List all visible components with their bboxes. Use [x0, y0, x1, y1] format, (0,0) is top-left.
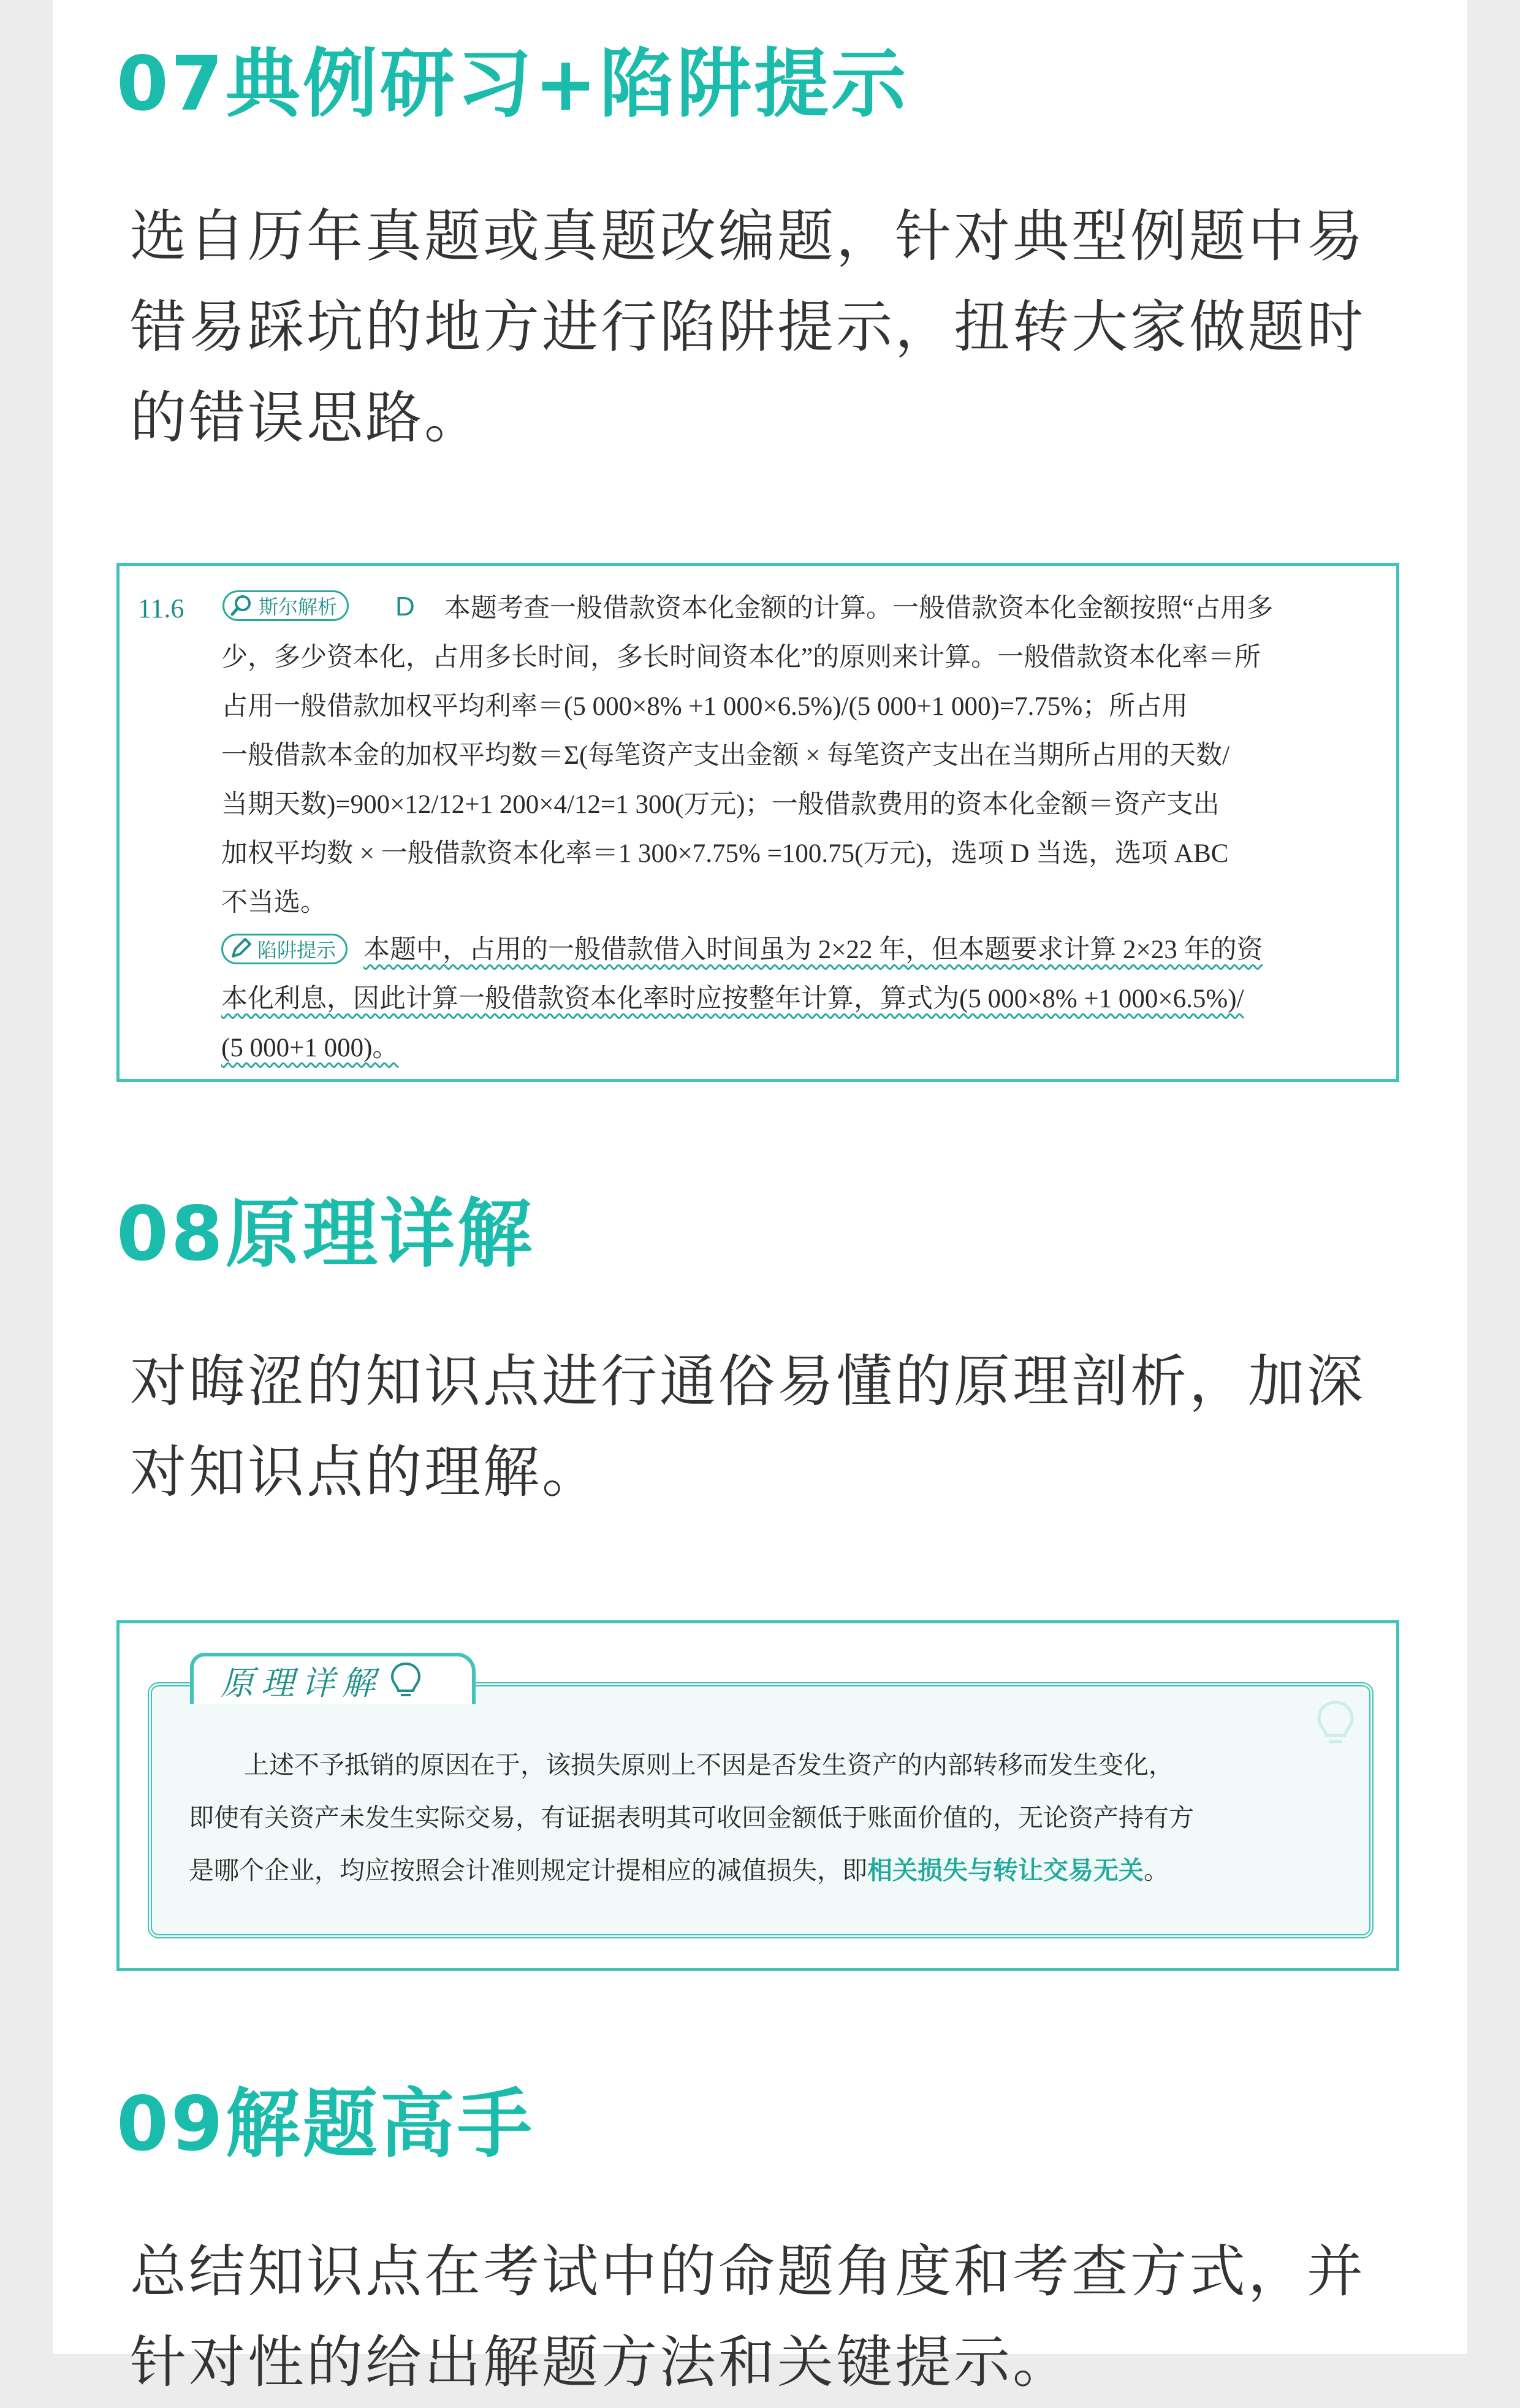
section-07-heading: 07典例研习+陷阱提示 — [116, 40, 908, 128]
description-line: 针对性的给出解题方法和关键提示。 — [130, 2330, 1072, 2395]
magnifier-icon — [228, 592, 255, 619]
analysis-line: 占用一般借款加权平均利率＝(5 000×8% +1 000×6.5%)/(5 000+1 000)=7.75%；所占用 — [221, 692, 1188, 721]
example-analysis-box — [116, 563, 1399, 1082]
section-09-description — [130, 2227, 1405, 2408]
principle-tab — [190, 1653, 476, 1704]
principle-panel — [148, 1682, 1374, 1938]
trap-tag — [221, 934, 348, 964]
trap-tag-label: 陷阱提示 — [257, 939, 336, 962]
trap-line: 本题中，占用的一般借款借入时间虽为 2×22 年，但本题要求计算 2×23 年的资 — [363, 935, 1263, 964]
analysis-line: 当期天数)=900×12/12+1 200×4/12=1 300(万元)；一般借款费用的资本化金额＝资产支出 — [221, 790, 1220, 819]
analysis-tag — [222, 590, 349, 621]
description-line: 总结知识点在考试中的命题角度和考查方式，并 — [130, 2239, 1366, 2304]
trap-line: 本化利息，因此计算一般借款资本化率时应按整年计算，算式为(5 000×8% +1 000×6.5%)/ — [221, 985, 1244, 1013]
lightbulb-watermark-icon — [1314, 1699, 1357, 1754]
analysis-line: 少，多少资本化，占用多长时间，多长时间资本化”的原则来计算。一般借款资本化率＝所 — [221, 643, 1261, 672]
analysis-tag-label: 斯尔解析 — [259, 595, 338, 619]
section-08-description — [130, 1336, 1405, 1518]
analysis-line: 加权平均数 × 一般借款资本化率＝1 300×7.75% =100.75(万元)，选项 D 当选，选项 ABC — [221, 839, 1229, 868]
analysis-line: 本题考查一般借款资本化金额的计算。一般借款资本化金额按照“占用多 — [444, 594, 1274, 623]
pen-icon — [227, 935, 254, 962]
principle-line — [189, 1852, 1169, 1889]
lightbulb-icon — [389, 1661, 423, 1699]
principle-highlight: 相关损失与转让交易无关 — [867, 1856, 1144, 1885]
principle-tab-label: 原理详解 — [221, 1663, 382, 1702]
analysis-line: 不当选。 — [221, 888, 327, 917]
analysis-line: 一般借款本金的加权平均数＝Σ(每笔资产支出金额 × 每笔资产支出在当期所占用的天数/ — [221, 741, 1230, 770]
section-08-heading: 08原理详解 — [116, 1191, 534, 1278]
section-09-heading: 09解题高手 — [116, 2081, 534, 2168]
principle-line: 上述不予抵销的原因在于，该损失原则上不因是否发生资产的内部转移而发生变化， — [244, 1750, 1174, 1780]
principle-text: 是哪个企业，均应按照会计准则规定计提相应的减值损失，即 — [189, 1856, 867, 1885]
description-line: 选自历年真题或真题改编题，针对典型例题中易 — [130, 204, 1366, 269]
principle-line: 即使有关资产未发生实际交易，有证据表明其可收回金额低于账面价值的，无论资产持有方 — [189, 1803, 1194, 1832]
principle-text: 。 — [1144, 1856, 1169, 1885]
trap-line: (5 000+1 000)。 — [221, 1034, 399, 1062]
description-line: 对知识点的理解。 — [130, 1439, 601, 1505]
content-card — [53, 0, 1467, 2395]
description-line: 的错误思路。 — [130, 385, 484, 451]
answer-letter: D — [395, 592, 415, 622]
question-number: 11.6 — [138, 593, 184, 623]
description-line: 对晦涩的知识点进行通俗易懂的原理剖析，加深 — [130, 1349, 1366, 1414]
section-07-description — [130, 191, 1405, 463]
description-line: 错易踩坑的地方进行陷阱提示，扭转大家做题时 — [130, 294, 1366, 360]
principle-explanation-box — [116, 1620, 1399, 1971]
